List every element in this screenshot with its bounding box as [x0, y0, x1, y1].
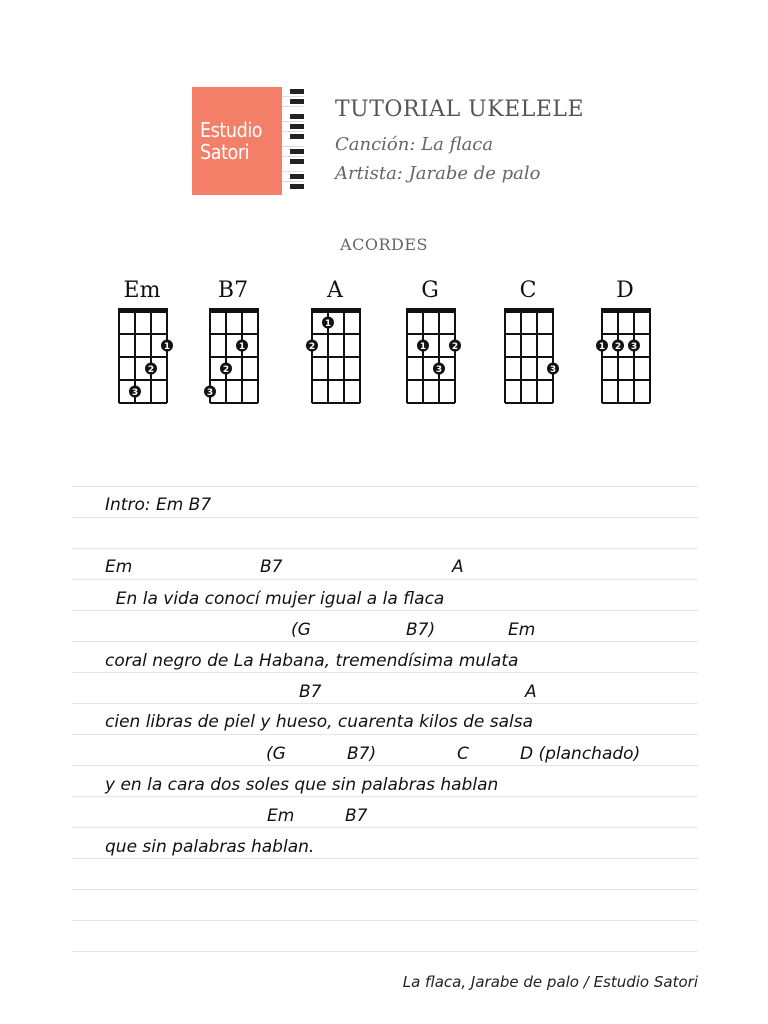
ruled-line	[72, 920, 698, 921]
chord-name: A	[327, 278, 343, 303]
chord-name: D	[616, 278, 634, 303]
svg-text:2: 2	[308, 342, 316, 352]
logo-line-2: Satori	[200, 140, 250, 164]
ruled-line	[72, 517, 698, 518]
chord-label: B7	[345, 806, 368, 826]
chord-name: C	[519, 278, 537, 303]
lyric-line: cien libras de piel y hueso, cuarenta kilos de salsa	[105, 712, 534, 732]
finger-dot	[145, 363, 157, 376]
svg-text:1: 1	[598, 342, 606, 352]
svg-text:1: 1	[163, 342, 171, 352]
ruled-line	[72, 796, 698, 797]
chord-grid	[300, 308, 370, 408]
finger-dot	[628, 340, 640, 353]
ruled-line	[72, 734, 698, 735]
nut	[118, 308, 168, 313]
svg-text:2: 2	[147, 365, 155, 375]
finger-dot	[306, 340, 318, 353]
chord-label: C	[457, 744, 469, 764]
chord-label: (G	[266, 744, 286, 764]
finger-dot	[612, 340, 624, 353]
svg-text:3: 3	[630, 342, 638, 352]
svg-text:2: 2	[451, 342, 459, 352]
chord-grid	[590, 308, 660, 408]
ruled-line	[72, 765, 698, 766]
nut	[504, 308, 554, 313]
lyric-line: y en la cara dos soles que sin palabras hablan	[105, 775, 499, 795]
song-name: Canción: La flaca	[335, 134, 494, 155]
svg-text:1: 1	[238, 342, 246, 352]
finger-dot	[236, 340, 248, 353]
studio-logo	[192, 87, 304, 195]
finger-dot	[417, 340, 429, 353]
chord-diagram-em	[107, 278, 177, 408]
chord-name: Em	[123, 278, 161, 303]
chord-label: B7	[260, 557, 283, 577]
svg-text:3: 3	[435, 365, 443, 375]
chord-name: G	[421, 278, 439, 303]
intro-line: Intro: Em B7	[105, 495, 212, 515]
chord-label: A	[452, 557, 464, 577]
ruled-line	[72, 610, 698, 611]
ruled-line	[72, 641, 698, 642]
nut	[209, 308, 259, 313]
chord-diagram-d	[590, 278, 660, 408]
svg-text:1: 1	[324, 319, 332, 329]
footer-credit: La flaca, Jarabe de palo / Estudio Satori	[402, 973, 698, 991]
piano-keys-icon	[282, 87, 304, 195]
chord-label: A	[525, 682, 537, 702]
chord-name: B7	[217, 278, 249, 303]
finger-dot	[129, 386, 141, 399]
svg-text:2: 2	[614, 342, 622, 352]
lyric-line: que sin palabras hablan.	[105, 837, 315, 857]
artist-name: Artista: Jarabe de palo	[335, 163, 541, 184]
finger-dot	[547, 363, 559, 376]
chord-diagram-c	[493, 278, 563, 408]
ruled-line	[72, 889, 698, 890]
chord-grid	[493, 308, 563, 408]
logo-text	[200, 119, 262, 163]
chord-label: (G	[291, 620, 311, 640]
svg-text:3: 3	[131, 388, 139, 398]
finger-dot	[322, 317, 334, 330]
ruled-line	[72, 827, 698, 828]
chord-label: B7	[299, 682, 322, 702]
svg-text:1: 1	[419, 342, 427, 352]
finger-dot	[433, 363, 445, 376]
chord-diagram-g	[395, 278, 465, 408]
chord-label: D (planchado)	[520, 744, 641, 764]
logo-line-1: Estudio	[200, 118, 263, 142]
page-title: TUTORIAL UKELELE	[335, 97, 585, 122]
svg-text:3: 3	[549, 365, 557, 375]
finger-dot	[161, 340, 173, 353]
chord-label: B7)	[406, 620, 436, 640]
chords-section-title: ACORDES	[340, 235, 428, 254]
ruled-line	[72, 579, 698, 580]
chord-diagram-a	[300, 278, 370, 408]
chord-label: Em	[508, 620, 536, 640]
ruled-line	[72, 858, 698, 859]
chord-label: Em	[105, 557, 133, 577]
nut	[406, 308, 456, 313]
nut	[311, 308, 361, 313]
chord-grid	[198, 308, 268, 408]
svg-text:3: 3	[206, 388, 214, 398]
ruled-line	[72, 486, 698, 487]
chord-grid	[395, 308, 465, 408]
ruled-line	[72, 703, 698, 704]
chord-label: B7)	[347, 744, 377, 764]
nut	[601, 308, 651, 313]
ruled-line	[72, 951, 698, 952]
chord-grid	[107, 308, 177, 408]
svg-text:2: 2	[222, 365, 230, 375]
lyric-line: En la vida conocí mujer igual a la flaca	[105, 589, 445, 609]
ruled-line	[72, 548, 698, 549]
finger-dot	[220, 363, 232, 376]
finger-dot	[449, 340, 461, 353]
ruled-line	[72, 672, 698, 673]
lyric-line: coral negro de La Habana, tremendísima mulata	[105, 651, 519, 671]
chord-diagram-b7	[198, 278, 268, 408]
finger-dot	[596, 340, 608, 353]
chord-label: Em	[267, 806, 295, 826]
finger-dot	[204, 386, 216, 399]
